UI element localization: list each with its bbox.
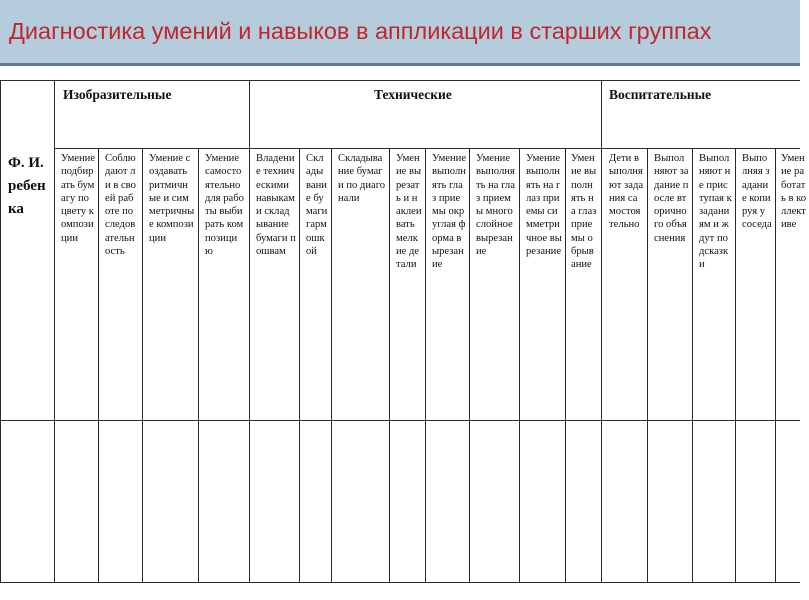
column-divider [98,148,99,583]
group-header-technical: Технические [374,87,452,102]
criterion-header: Умение подбирать бумагу по цвету композиции [61,153,96,244]
criterion-header: Умение выполнять на глаз приемы обрывание [571,153,597,271]
criterion-header: Складывание бумаги гармошкой [306,153,328,258]
criterion-header: Дети выполняют задания самостоятельно [609,153,644,231]
criterion-header: Соблюдают ли в своей работе последовательность [105,153,136,258]
group-divider [249,80,250,583]
column-divider [735,148,736,583]
group-header-divider [54,148,800,149]
column-divider [331,148,332,583]
column-divider [647,148,648,583]
column-divider [299,148,300,583]
column-divider [519,148,520,583]
criterion-header: Умение работать в коллективе [781,153,807,231]
criterion-header: Умение создавать ритмичные и симметричные композиции [149,153,195,244]
table-border-left [0,80,1,583]
table-border-bottom [0,582,800,583]
child-name-header: Ф. И. ребенка [8,155,46,217]
column-divider [198,148,199,583]
column-divider [565,148,566,583]
criterion-header: Умение вырезать и наклеивать мелкие детали [396,153,422,271]
criterion-header: Выполняют задание после вторичного объяснения [654,153,689,244]
criterion-header: Умение выполнять на глаз приемы симметричное вырезание [526,153,562,258]
criterion-header: Выполняют не приступая к заданиям и ждут подсказки [699,153,732,271]
table-border-top [0,80,800,81]
column-divider [54,80,55,583]
group-divider [601,80,602,583]
criterion-header: Складывание бумаги по диагонали [338,153,386,204]
criterion-header: Выполняя задание копируя у соседа [742,153,772,231]
column-divider [425,148,426,583]
group-header-visual: Изобразительные [63,87,172,102]
criterion-header: Умение выполнять глаз приемы округлая форма вырезание [432,153,467,271]
column-divider [469,148,470,583]
page-title: Диагностика умений и навыков в аппликации в старших группах [9,18,712,44]
column-divider [692,148,693,583]
header-body-divider [0,420,800,421]
criterion-header: Умение самостоятельно для работы выбирать композицию [205,153,244,258]
criterion-header: Умение выполнять на глаз приемы многослойное вырезание [476,153,515,258]
column-divider [389,148,390,583]
column-divider [775,148,776,583]
column-divider [142,148,143,583]
group-header-educational: Воспитательные [609,87,712,102]
criterion-header: Владение техническими навыками складывание бумаги пошвам [256,153,296,258]
